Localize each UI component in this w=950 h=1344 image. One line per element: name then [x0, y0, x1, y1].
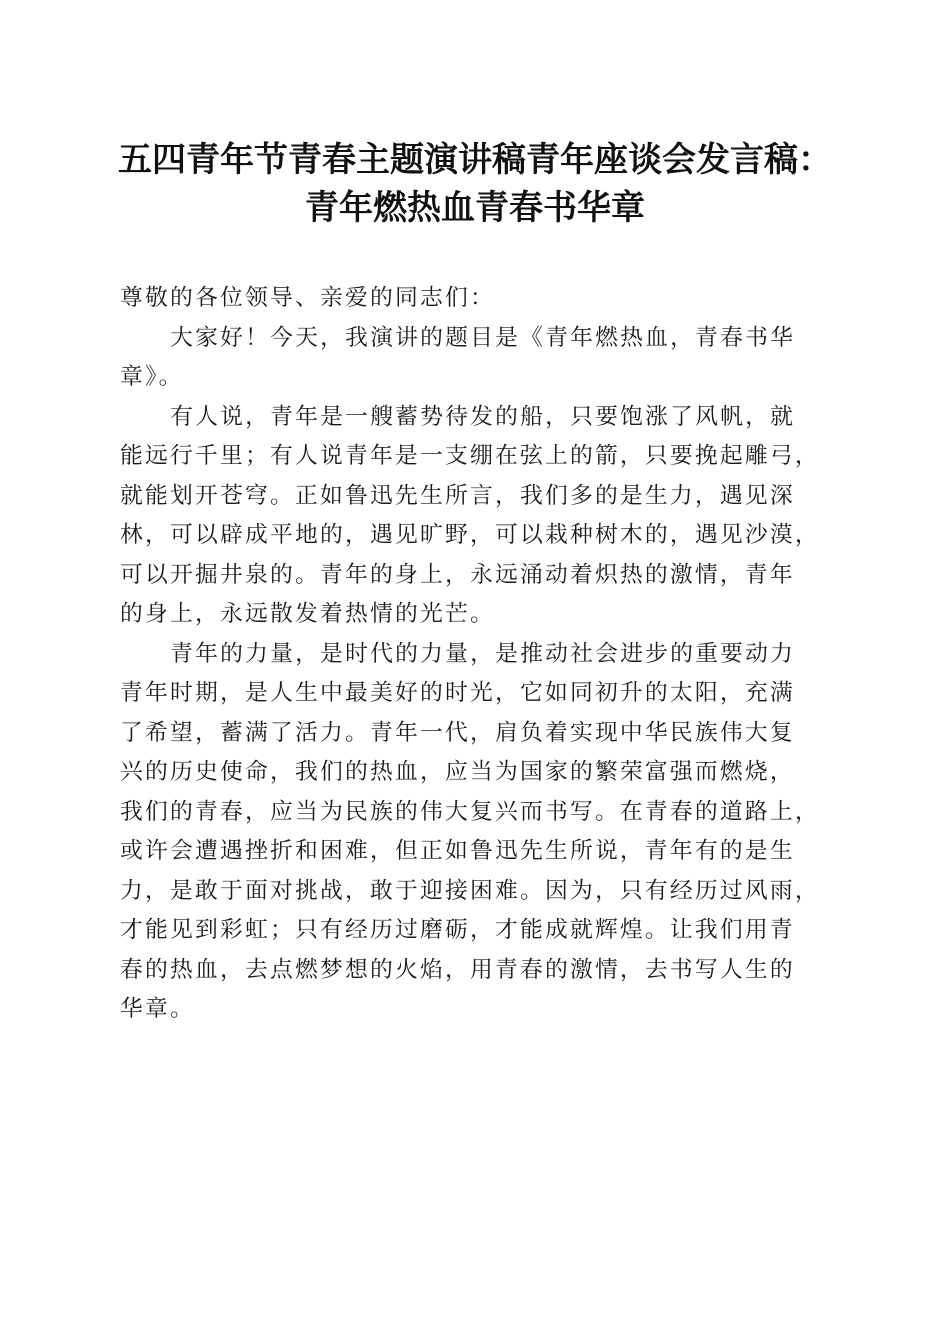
paragraph-line: 春的热血，去点燃梦想的火焰，用青春的激情，去书写人生的 — [120, 956, 795, 983]
document-title — [60, 136, 890, 232]
paragraph-line: 青年的力量，是时代的力量，是推动社会进步的重要动力 — [170, 640, 796, 667]
title-line-1: 五四青年节青春主题演讲稿青年座谈会发言稿： — [118, 140, 832, 180]
paragraph-line: 才能见到彩虹；只有经历过磨砺，才能成就辉煌。让我们用青 — [120, 917, 795, 943]
paragraph-line: 有人说，青年是一艘蓄势待发的船，只要饱涨了风帆，就 — [170, 403, 796, 430]
paragraph-line: 就能划开苍穹。正如鲁迅先生所言，我们多的是生力，遇见深 — [120, 482, 795, 509]
paragraph-line: 青年时期，是人生中最美好的时光，它如同初升的太阳，充满 — [120, 680, 795, 706]
document-body — [120, 279, 835, 1030]
greeting: 尊敬的各位领导、亲爱的同志们： — [120, 285, 495, 311]
paragraph-line: 了希望，蓄满了活力。青年一代，肩负着实现中华民族伟大复 — [120, 719, 795, 746]
paragraph-2 — [120, 398, 835, 635]
title-line-2: 青年燃热血青春书华章 — [305, 188, 645, 228]
paragraph-line: 兴的历史使命，我们的热血，应当为国家的繁荣富强而燃烧， — [120, 759, 795, 785]
paragraph-line: 章》。 — [120, 364, 184, 390]
paragraph-line: 或许会遭遇挫折和困难，但正如鲁迅先生所说，青年有的是生 — [120, 838, 795, 864]
paragraph-1 — [120, 319, 835, 398]
paragraph-line: 的身上，永远散发着热情的光芒。 — [120, 601, 495, 627]
paragraph-line: 林，可以辟成平地的，遇见旷野，可以栽种树木的，遇见沙漠， — [120, 522, 820, 548]
paragraph-line: 我们的青春，应当为民族的伟大复兴而书写。在青春的道路上， — [120, 798, 820, 825]
paragraph-line: 大家好！今天，我演讲的题目是《青年燃热血，青春书华 — [170, 324, 796, 351]
paragraph-3 — [120, 635, 835, 1030]
paragraph-line: 能远行千里；有人说青年是一支绷在弦上的箭，只要挽起雕弓， — [120, 443, 820, 469]
paragraph-line: 可以开掘井泉的。青年的身上，永远涌动着炽热的激情，青年 — [120, 561, 795, 588]
paragraph-line: 华章。 — [120, 996, 195, 1022]
paragraph-line: 力，是敢于面对挑战，敢于迎接困难。因为，只有经历过风雨， — [120, 877, 820, 904]
